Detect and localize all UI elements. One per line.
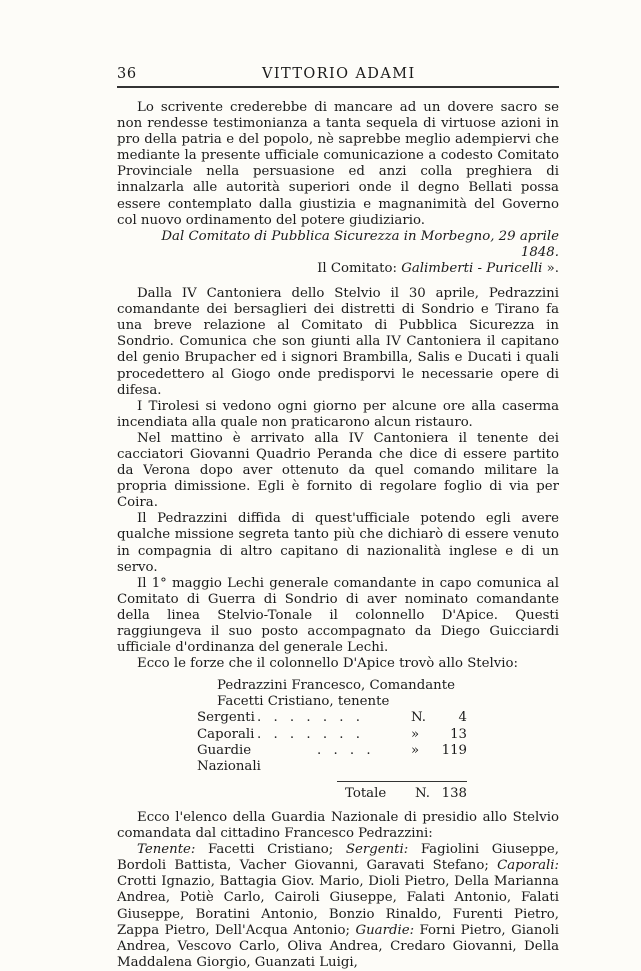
committee-prefix: Il Comitato: <box>317 260 398 276</box>
narrative-paragraph: Ecco le forze che il colonnello D'Apice trovò allo Stelvio: <box>137 656 519 672</box>
header-rule <box>117 86 559 88</box>
narrative-paragraph: Dalla IV Cantoniera dello Stelvio il 30 aprile, Pedrazzini comandante dei bersaglieri dei distretti di Sondrio e Tirano fa una breve relazione al Comitato di Pubblica Sicurezza in Sondrio. Comunica che son giunti alla IV Cantoniera il capitano del genio Brupacher ed i signori Brambilla, Salis e Ducati i quali procedettero al Giogo onde predisporvi le necessarie opere di difesa. <box>117 286 559 398</box>
guard-list-intro: Ecco l'elenco della Guardia Nazionale di presidio allo Stelvio comandata dal cittadino Francesco Pedrazzini: <box>117 809 559 842</box>
tenente-label: Tenente: <box>137 842 196 858</box>
sergenti-label: Sergenti: <box>345 842 409 858</box>
narrative-paragraph: Il Pedrazzini diffida di quest'ufficiale potendo egli avere qualche missione segreta tanto più che dichiarò di essere venuto in compagnia di altro capitano di nazionalità inglese e di un servo. <box>117 511 559 575</box>
roster-commander: Pedrazzini Francesco, Comandante <box>217 678 455 694</box>
letter-signature <box>117 261 559 277</box>
committee-suffix: ». <box>546 260 559 276</box>
roster-row-prefix: » <box>411 742 420 758</box>
running-title: VITTORIO ADAMI <box>262 66 416 82</box>
section-gap <box>117 277 559 286</box>
page-header <box>117 62 559 86</box>
roster-row-label: Sergenti <box>197 710 255 726</box>
roster-total-prefix: N. <box>415 785 431 801</box>
committee-names: Galimberti - Puricelli <box>401 260 543 276</box>
roster-row-prefix: N. <box>411 710 427 726</box>
roster-total <box>197 786 467 802</box>
roster-total-rule <box>337 781 467 782</box>
roster-row-value: 119 <box>441 742 467 758</box>
narrative-paragraph: Nel mattino è arrivato alla IV Cantoniera il tenente dei cacciatori Giovanni Quadrio Peranda che dice di essere partito da Verona dopo aver ottenuto da quel comando militare la propria dimissione. Egli è fornito di regolare foglio di via per Coira. <box>117 430 559 511</box>
guardie-names: Forni Pietro, Gianoli Andrea, Vescovo Carlo, Oliva Andrea, Credaro Giovanni, Della Maddalena Giorgio, Guanzati Luigi, <box>117 922 559 970</box>
guard-list-names <box>117 842 559 971</box>
guardie-label: Guardie: <box>355 922 415 938</box>
roster-row-value: 4 <box>458 710 467 726</box>
narrative-paragraph: I Tirolesi si vedono ogni giorno per alcune ore alla caserma incendiata alla quale non praticarono alcun ristauro. <box>117 398 559 430</box>
roster-row-prefix: » <box>411 726 420 742</box>
letter-date-line: Dal Comitato di Pubblica Sicurezza in Morbegno, 29 aprile 1848. <box>161 228 559 260</box>
caporali-names: Crotti Ignazio, Battagia Giov. Mario, Dioli Pietro, Della Marianna Andrea, Potiè Carlo, Cairoli Giuseppe, Falati Antonio, Falati Giuseppe, Boratini Antonio, Bonzio Rinaldo, Furenti Pietro, Zappa Pietro, Dell'Acqua Antonio; <box>117 874 559 938</box>
page-body <box>117 100 559 971</box>
roster-total-label: Totale <box>345 785 387 801</box>
roster-row <box>197 727 467 743</box>
sergenti-names: Fagiolini Giuseppe, Bordoli Battista, Vacher Giovanni, Garavati Stefano; <box>117 842 560 874</box>
roster-row-label: Guardie Nazionali <box>197 742 261 774</box>
caporali-label: Caporali: <box>497 858 560 874</box>
roster-row-label: Caporali <box>197 726 255 742</box>
tenente-names: Facetti Cristiano; <box>208 842 334 858</box>
roster-row-value: 13 <box>450 726 467 742</box>
page-number: 36 <box>117 66 137 82</box>
roster-row <box>197 710 467 726</box>
roster-row-dots: . . . . . . . <box>257 710 364 726</box>
roster-row <box>197 743 467 775</box>
roster-row-dots: . . . . <box>317 742 375 758</box>
narrative-paragraph: Il 1° maggio Lechi generale comandante in capo comunica al Comitato di Guerra di Sondrio di aver nominato comandante della linea Stelvio-Tonale il colonnello D'Apice. Questi raggiungeva il suo posto accompagnato da Diego Guicciardi ufficiale d'ordinanza del generale Lechi. <box>117 575 559 656</box>
roster-total-value: 138 <box>441 785 467 801</box>
letter-closing-paragraph: Lo scrivente crederebbe di mancare ad un dovere sacro se non rendesse testimonianza a tanta sequela di virtuose azioni in pro della patria e del popolo, nè saprebbe meglio adempiervi che mediante la presente ufficiale comunicazione a codesto Comitato Provinciale nella persuasione ed anzi colla preghiera di innalzarla alle autorità superiori onde il degno Bellati possa essere contemplato dalla giustizia e magnanimità del Governo col nuovo ordinamento del potere giudiziario. <box>117 100 559 228</box>
roster-row-dots: . . . . . . . <box>257 726 364 742</box>
roster-lieutenant: Facetti Cristiano, tenente <box>217 694 390 710</box>
forces-roster <box>197 678 467 802</box>
